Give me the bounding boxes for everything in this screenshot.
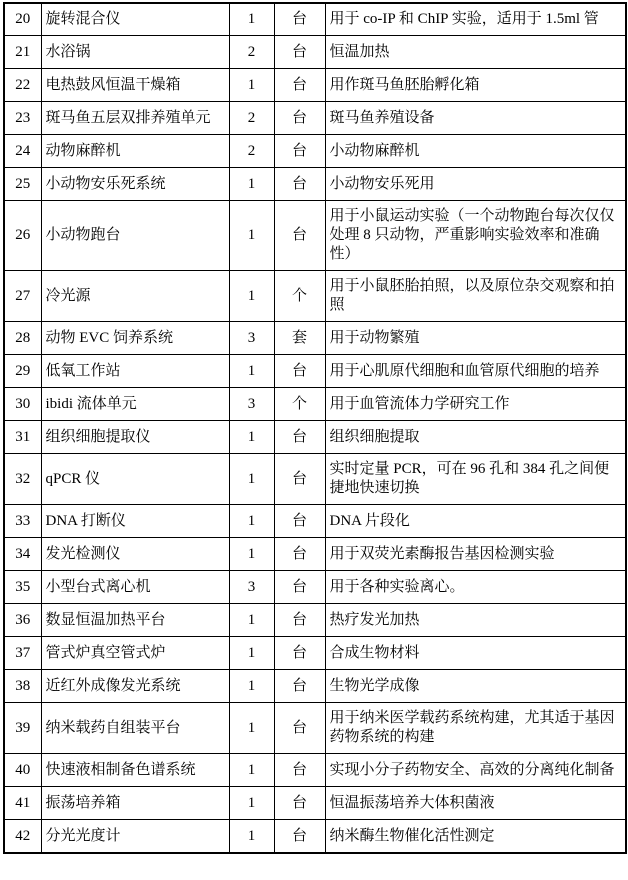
unit-cell: 台 [274, 355, 325, 388]
description-cell: 小动物麻醉机 [325, 135, 626, 168]
equipment-name-cell: 近红外成像发光系统 [41, 670, 229, 703]
description-cell: 生物光学成像 [325, 670, 626, 703]
quantity-cell: 2 [229, 135, 274, 168]
unit-cell: 套 [274, 322, 325, 355]
row-number-cell: 36 [4, 604, 41, 637]
equipment-table [3, 2, 627, 854]
unit-cell: 台 [274, 604, 325, 637]
unit-cell: 台 [274, 201, 325, 271]
quantity-cell: 1 [229, 271, 274, 322]
description-cell: 用于心肌原代细胞和血管原代细胞的培养 [325, 355, 626, 388]
table-row [4, 604, 626, 637]
table-row [4, 820, 626, 854]
unit-cell: 台 [274, 102, 325, 135]
equipment-name-cell: 组织细胞提取仪 [41, 421, 229, 454]
unit-cell: 台 [274, 787, 325, 820]
row-number-cell: 34 [4, 538, 41, 571]
table-row [4, 454, 626, 505]
unit-cell: 台 [274, 168, 325, 201]
table-row [4, 355, 626, 388]
row-number-cell: 32 [4, 454, 41, 505]
description-cell: 用于双荧光素酶报告基因检测实验 [325, 538, 626, 571]
description-cell: 实时定量 PCR，可在 96 孔和 384 孔之间便捷地快速切换 [325, 454, 626, 505]
description-cell: DNA 片段化 [325, 505, 626, 538]
row-number-cell: 41 [4, 787, 41, 820]
unit-cell: 台 [274, 3, 325, 36]
quantity-cell: 1 [229, 3, 274, 36]
description-cell: 用于纳米医学载药系统构建，尤其适于基因药物系统的构建 [325, 703, 626, 754]
unit-cell: 台 [274, 454, 325, 505]
table-row [4, 102, 626, 135]
description-cell: 用于 co-IP 和 ChIP 实验，适用于 1.5ml 管 [325, 3, 626, 36]
row-number-cell: 26 [4, 201, 41, 271]
equipment-name-cell: ibidi 流体单元 [41, 388, 229, 421]
quantity-cell: 1 [229, 355, 274, 388]
table-row [4, 322, 626, 355]
row-number-cell: 29 [4, 355, 41, 388]
row-number-cell: 39 [4, 703, 41, 754]
table-row [4, 538, 626, 571]
table-row [4, 703, 626, 754]
unit-cell: 台 [274, 571, 325, 604]
description-cell: 用于血管流体力学研究工作 [325, 388, 626, 421]
row-number-cell: 35 [4, 571, 41, 604]
equipment-name-cell: 发光检测仪 [41, 538, 229, 571]
table-row [4, 637, 626, 670]
row-number-cell: 27 [4, 271, 41, 322]
unit-cell: 个 [274, 271, 325, 322]
equipment-table-body [4, 3, 626, 853]
unit-cell: 个 [274, 388, 325, 421]
equipment-name-cell: 电热鼓风恒温干燥箱 [41, 69, 229, 102]
unit-cell: 台 [274, 703, 325, 754]
row-number-cell: 20 [4, 3, 41, 36]
equipment-name-cell: 纳米载药自组装平台 [41, 703, 229, 754]
quantity-cell: 3 [229, 388, 274, 421]
equipment-name-cell: 振荡培养箱 [41, 787, 229, 820]
description-cell: 用于动物繁殖 [325, 322, 626, 355]
description-cell: 用于各种实验离心。 [325, 571, 626, 604]
unit-cell: 台 [274, 637, 325, 670]
row-number-cell: 31 [4, 421, 41, 454]
equipment-name-cell: 快速液相制备色谱系统 [41, 754, 229, 787]
equipment-name-cell: 分光光度计 [41, 820, 229, 854]
equipment-name-cell: 低氧工作站 [41, 355, 229, 388]
table-row [4, 201, 626, 271]
equipment-name-cell: 旋转混合仪 [41, 3, 229, 36]
description-cell: 合成生物材料 [325, 637, 626, 670]
table-row [4, 505, 626, 538]
row-number-cell: 21 [4, 36, 41, 69]
unit-cell: 台 [274, 36, 325, 69]
row-number-cell: 37 [4, 637, 41, 670]
row-number-cell: 40 [4, 754, 41, 787]
table-row [4, 670, 626, 703]
table-row [4, 271, 626, 322]
quantity-cell: 2 [229, 102, 274, 135]
unit-cell: 台 [274, 69, 325, 102]
table-row [4, 571, 626, 604]
equipment-name-cell: 水浴锅 [41, 36, 229, 69]
table-row [4, 787, 626, 820]
quantity-cell: 1 [229, 421, 274, 454]
quantity-cell: 3 [229, 322, 274, 355]
table-row [4, 421, 626, 454]
unit-cell: 台 [274, 670, 325, 703]
table-row [4, 3, 626, 36]
quantity-cell: 1 [229, 703, 274, 754]
description-cell: 组织细胞提取 [325, 421, 626, 454]
equipment-name-cell: 小型台式离心机 [41, 571, 229, 604]
table-row [4, 69, 626, 102]
unit-cell: 台 [274, 754, 325, 787]
quantity-cell: 1 [229, 505, 274, 538]
description-cell: 用作斑马鱼胚胎孵化箱 [325, 69, 626, 102]
row-number-cell: 42 [4, 820, 41, 854]
quantity-cell: 1 [229, 454, 274, 505]
table-row [4, 135, 626, 168]
row-number-cell: 30 [4, 388, 41, 421]
quantity-cell: 1 [229, 604, 274, 637]
description-cell: 用于小鼠胚胎拍照，以及原位杂交观察和拍照 [325, 271, 626, 322]
quantity-cell: 2 [229, 36, 274, 69]
row-number-cell: 24 [4, 135, 41, 168]
equipment-name-cell: 冷光源 [41, 271, 229, 322]
description-cell: 恒温加热 [325, 36, 626, 69]
description-cell: 纳米酶生物催化活性测定 [325, 820, 626, 854]
unit-cell: 台 [274, 135, 325, 168]
quantity-cell: 1 [229, 787, 274, 820]
quantity-cell: 1 [229, 670, 274, 703]
equipment-name-cell: 管式炉真空管式炉 [41, 637, 229, 670]
equipment-name-cell: 动物 EVC 饲养系统 [41, 322, 229, 355]
table-row [4, 36, 626, 69]
quantity-cell: 1 [229, 754, 274, 787]
equipment-name-cell: 斑马鱼五层双排养殖单元 [41, 102, 229, 135]
row-number-cell: 38 [4, 670, 41, 703]
quantity-cell: 3 [229, 571, 274, 604]
table-row [4, 168, 626, 201]
equipment-name-cell: 小动物安乐死系统 [41, 168, 229, 201]
equipment-name-cell: 小动物跑台 [41, 201, 229, 271]
unit-cell: 台 [274, 820, 325, 854]
unit-cell: 台 [274, 421, 325, 454]
equipment-name-cell: 数显恒温加热平台 [41, 604, 229, 637]
description-cell: 恒温振荡培养大体积菌液 [325, 787, 626, 820]
table-row [4, 388, 626, 421]
unit-cell: 台 [274, 538, 325, 571]
quantity-cell: 1 [229, 637, 274, 670]
equipment-name-cell: qPCR 仪 [41, 454, 229, 505]
row-number-cell: 23 [4, 102, 41, 135]
row-number-cell: 28 [4, 322, 41, 355]
table-row [4, 754, 626, 787]
description-cell: 斑马鱼养殖设备 [325, 102, 626, 135]
row-number-cell: 22 [4, 69, 41, 102]
quantity-cell: 1 [229, 820, 274, 854]
description-cell: 小动物安乐死用 [325, 168, 626, 201]
row-number-cell: 33 [4, 505, 41, 538]
equipment-name-cell: DNA 打断仪 [41, 505, 229, 538]
description-cell: 热疗发光加热 [325, 604, 626, 637]
quantity-cell: 1 [229, 168, 274, 201]
description-cell: 用于小鼠运动实验（一个动物跑台每次仅仅处理 8 只动物，严重影响实验效率和准确性） [325, 201, 626, 271]
description-cell: 实现小分子药物安全、高效的分离纯化制备 [325, 754, 626, 787]
row-number-cell: 25 [4, 168, 41, 201]
quantity-cell: 1 [229, 201, 274, 271]
quantity-cell: 1 [229, 538, 274, 571]
quantity-cell: 1 [229, 69, 274, 102]
equipment-name-cell: 动物麻醉机 [41, 135, 229, 168]
unit-cell: 台 [274, 505, 325, 538]
